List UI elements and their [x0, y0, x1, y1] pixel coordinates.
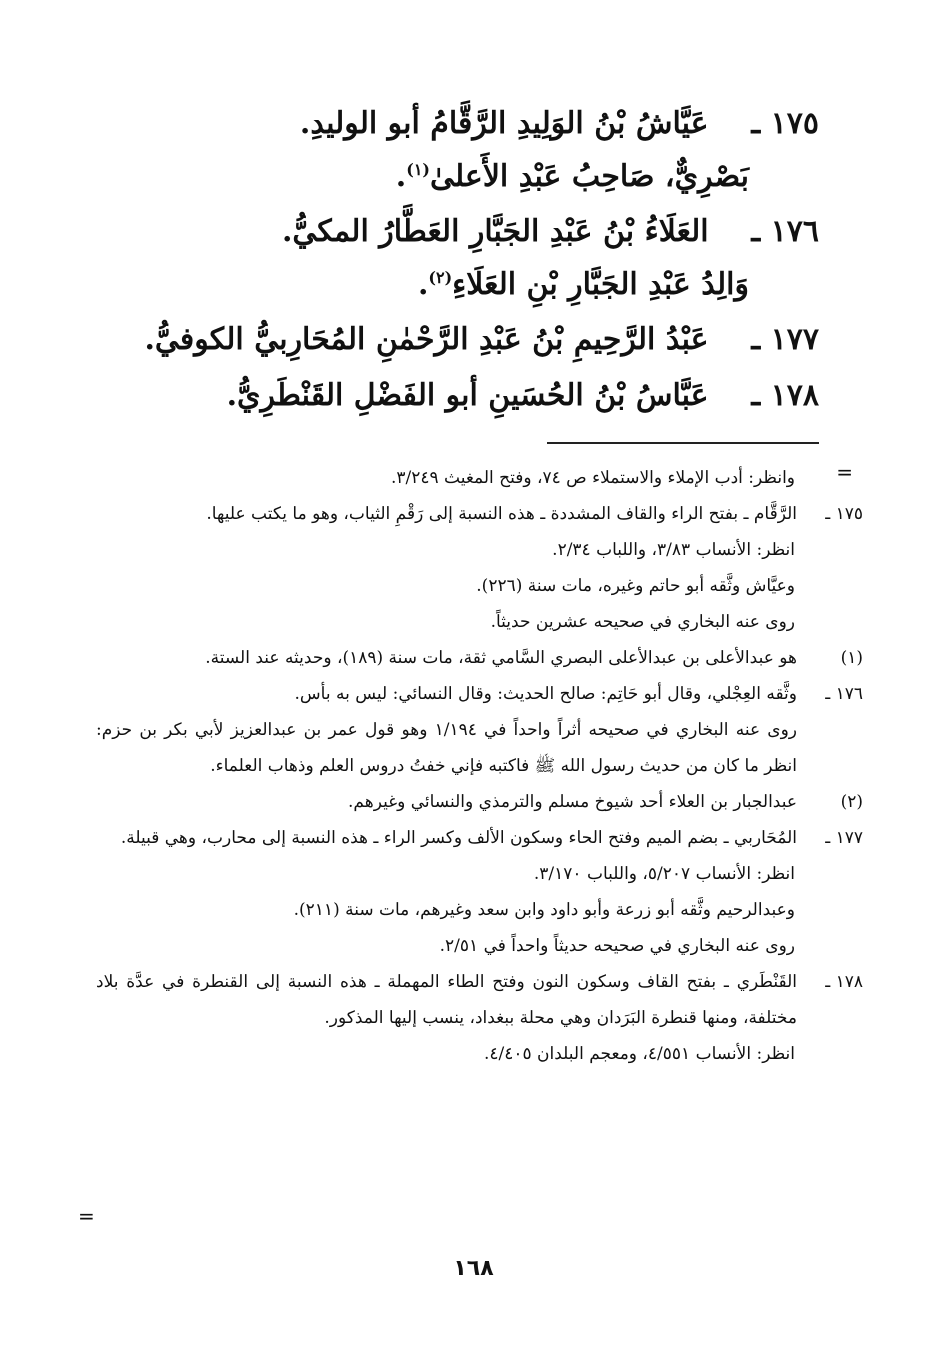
- footnote-line: وعبدالرحيم وثَّقه أبو زرعة وأبو داود وابن سعد وغيرهم، مات سنة (٢١١).: [293, 900, 795, 920]
- footnote-line: انظر: الأنساب ٤/٥٥١، ومعجم البلدان ٤/٤٠٥.: [483, 1044, 795, 1064]
- footnote-ref: (١): [406, 160, 430, 179]
- footnote-number: ١٧٥ ـ: [825, 504, 863, 524]
- footnote-177: [96, 820, 863, 856]
- entry-description-end: .: [417, 267, 429, 302]
- entry-description-text: وَالِدُ عَبْدِ الجَبَّارِ بْنِ العَلَاءِ: [452, 267, 749, 302]
- entry-description: [396, 148, 749, 199]
- footnote-line: انظر: الأنساب ٣/٨٣، واللباب ٢/٣٤.: [552, 540, 795, 560]
- entry-177: [80, 318, 819, 362]
- entry-number: ١٧٨ ـ: [751, 378, 819, 413]
- entry-description-end: .: [395, 159, 407, 194]
- entry-name: عَبَّاسُ بْنُ الحُسَينِ أبو الفَضْلِ القَنْطَرِيُّ.: [226, 378, 709, 413]
- page-number: ١٦٨: [453, 1256, 494, 1281]
- footnote-text: وثَّقه العِجْلي، وقال أبو حَاتِم: صالح الحديث: وقال النسائي: ليس به بأس.: [294, 684, 797, 704]
- continuation-marker-top: =: [836, 460, 853, 484]
- footnote-ref: (٢): [428, 268, 453, 287]
- entry-number: ١٧٧ ـ: [751, 322, 819, 357]
- footnotes: [96, 460, 863, 1072]
- footnote-text: الرَّقَّام ـ بفتح الراء والقاف المشددة ـ هذه النسبة إلى رَقْمِ الثياب، وهو ما يكتب عليها.: [206, 504, 797, 524]
- entry-178: [80, 374, 819, 418]
- footnote-number: ١٧٦ ـ: [825, 684, 863, 704]
- footnote-divider: [547, 442, 819, 444]
- footnote-text: عبدالجبار بن العلاء أحد شيوخ مسلم والترمذي والنسائي وغيرهم.: [348, 792, 797, 812]
- footnote-text: القَنْطَري ـ بفتح القاف وسكون النون وفتح الطاء المهملة ـ هذه النسبة إلى القنطرة في عدَّة بلاد مختلفة، ومنها قنطرة البَرَدان وهي محلة ببغداد، ينسب إليها المذكور.: [96, 972, 797, 1028]
- footnote-176: [96, 676, 863, 712]
- footnote-line: روى عنه البخاري في صحيحه أثراً واحداً في ١/١٩٤ وهو قول عمر بن عبدالعزيز لأبي بكر بن حزم: انظر ما كان من حديث رسول الله ﷺ فاكتبه فإني خفتُ دروس العلم وذهاب العلماء.: [96, 720, 797, 776]
- entry-description: [418, 256, 749, 307]
- entry-name: عَيَّاشُ بْنُ الوَلِيدِ الرَّقَّامُ أبو الوليدِ.: [299, 106, 709, 141]
- footnote-line: روى عنه البخاري في صحيحه عشرين حديثاً.: [490, 612, 795, 632]
- footnote-number: (١): [840, 648, 863, 668]
- footnote-line: روى عنه البخاري في صحيحه حديثاً واحداً في ٢/٥١.: [439, 936, 795, 956]
- footnote-number: (٢): [840, 792, 863, 812]
- entry-number: ١٧٦ ـ: [751, 214, 819, 249]
- entry-description-text: بَصْرِيٌّ، صَاحِبُ عَبْدِ الأَعلىٰ: [429, 159, 749, 194]
- entry-name: عَبْدُ الرَّحِيمِ بْنُ عَبْدِ الرَّحْمٰنِ المُحَارِبيُّ الكوفيُّ.: [144, 322, 709, 357]
- footnote-text: المُحَاربي ـ بضم الميم وفتح الحاء وسكون الألف وكسر الراء ـ هذه النسبة إلى محارب، وهي قبيلة.: [120, 828, 797, 848]
- footnote-text: هو عبدالأعلى بن عبدالأعلى البصري السَّامي ثقة، مات سنة (١٨٩)، وحديثه عند الستة.: [205, 648, 797, 668]
- footnote-number: ١٧٧ ـ: [825, 828, 863, 848]
- footnote-178: [96, 964, 863, 1036]
- footnote-1: [96, 640, 863, 676]
- footnote-number: ١٧٨ ـ: [825, 972, 863, 992]
- footnote-line: وعيَّاش وثَّقه أبو حاتم وغيره، مات سنة (٢٢٦).: [476, 576, 795, 596]
- footnote-175: [96, 496, 863, 532]
- entry-name: العَلَاءُ بْنُ عَبْدِ الجَبَّارِ العَطَّارُ المكيُّ.: [281, 214, 709, 249]
- entry-175: [80, 102, 819, 194]
- continuation-marker-bottom: =: [78, 1204, 95, 1228]
- footnote-2: [96, 784, 863, 820]
- entry-number: ١٧٥ ـ: [751, 106, 819, 141]
- footnote-line: انظر: الأنساب ٥/٢٠٧، واللباب ٣/١٧٠.: [533, 864, 795, 884]
- footnote-line: وانظر: أدب الإملاء والاستملاء ص ٧٤، وفتح المغيث ٣/٢٤٩.: [390, 468, 795, 488]
- entry-176: [80, 210, 819, 302]
